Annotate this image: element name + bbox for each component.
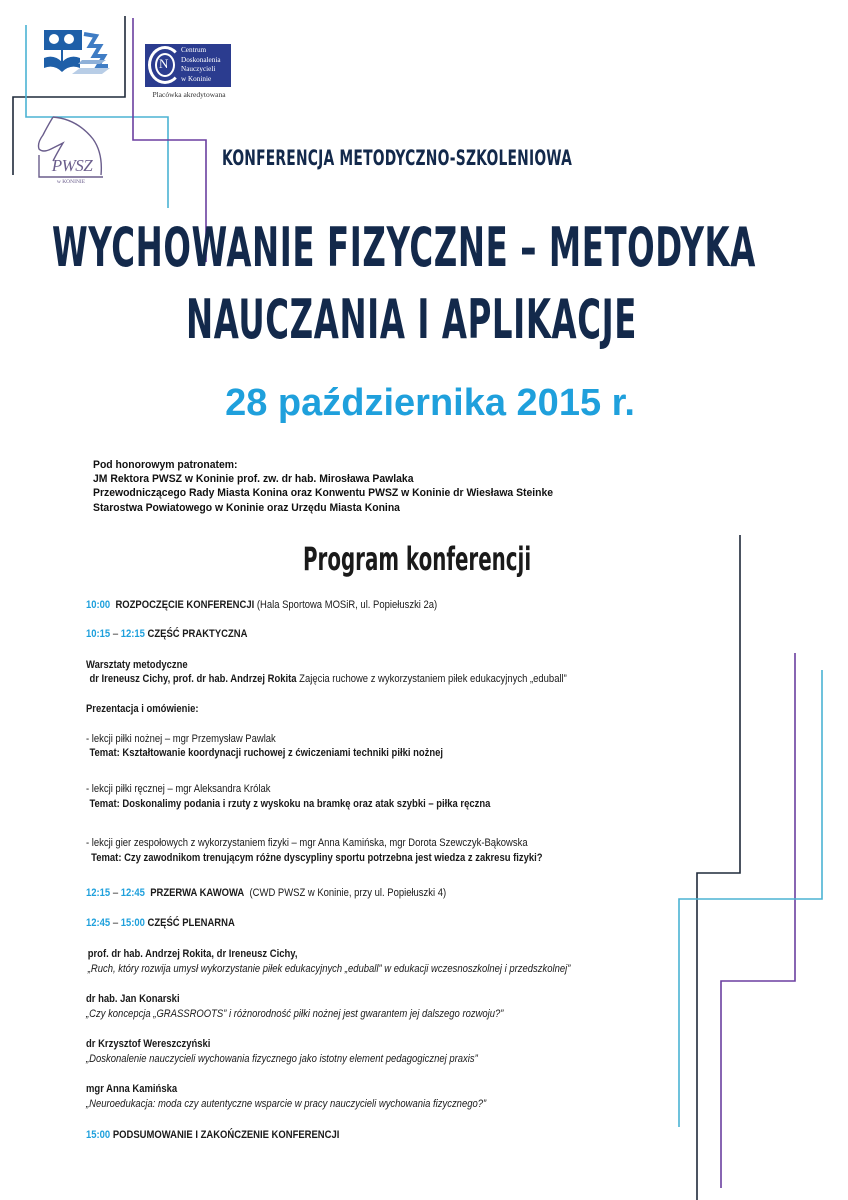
lecture-speaker: dr hab. Jan Konarski (86, 993, 180, 1005)
item-place: (Hala Sportowa MOSiR, ul. Popiełuszki 2a) (256, 599, 438, 611)
patronage-line: Przewodniczącego Rady Miasta Konina oraz Konwentu PWSZ w Koninie dr Wiesława Steinke (93, 487, 554, 500)
item-title: PODSUMOWANIE I ZAKOŃCZENIE KONFERENCJI (112, 1129, 340, 1141)
cdn-logo-text: Centrum Doskonalenia Nauczycieli w Koninie (181, 46, 221, 83)
time-end: 12:15 (120, 628, 145, 640)
item-title: CZĘŚĆ PRAKTYCZNA (147, 628, 248, 640)
patronage-line: JM Rektora PWSZ w Koninie prof. zw. dr hab. Mirosława Pawlaka (93, 473, 414, 486)
lecture-title: „Czy koncepcja „GRASSROOTS” i różnorodność piłki nożnej jest gwarantem jej dalszego rozwoju?” (86, 1008, 504, 1020)
patronage-heading: Pod honorowym patronatem: (93, 459, 238, 471)
workshops-heading: Warsztaty metodyczne (86, 659, 188, 671)
time: 15:00 (86, 1129, 111, 1141)
open-book-icon (42, 28, 114, 82)
presentation-topic: Temat: Doskonalimy podania i rzuty z wyskoku na bramkę oraz atak szybki – piłka ręczna (89, 798, 491, 810)
pwsz-logo (33, 113, 109, 191)
lecture-speaker: prof. dr hab. Andrzej Rokita, dr Ireneusz Cichy, (87, 948, 298, 960)
time-end: 15:00 (120, 917, 145, 929)
conference-type: KONFERENCJA METODYCZNO-SZKOLENIOWA (222, 146, 573, 170)
workshops-details (89, 672, 566, 686)
deco-line-dark-bottom (697, 535, 740, 1200)
lecture-title: „Neuroedukacja: moda czy autentyczne wsparcie w pracy nauczycieli wychowania fizycznego?” (86, 1098, 487, 1110)
cdn-logo-caption: Placówka akredytowana (152, 90, 226, 99)
presentation-line: - lekcji gier zespołowych z wykorzystaniem fizyki – mgr Anna Kamińska, mgr Dorota Szewczyk-Bąkowska (86, 837, 528, 849)
item-title: CZĘŚĆ PLENARNA (147, 917, 235, 929)
presentation-topic: Temat: Kształtowanie koordynacji ruchowej z ćwiczeniami techniki piłki nożnej (89, 747, 444, 759)
schedule-item-practical: 10:15 – 12:15 CZĘŚĆ PRAKTYCZNA (86, 628, 248, 640)
schedule-item-opening (86, 598, 437, 612)
time-start: 12:45 (86, 917, 111, 929)
workshops-leaders: dr Ireneusz Cichy, prof. dr hab. Andrzej Rokita (89, 673, 297, 685)
presentation-line: - lekcji piłki ręcznej – mgr Aleksandra Królak (86, 783, 271, 795)
patronage-block (93, 458, 553, 515)
deco-line-cyan-bottom (679, 670, 822, 1127)
item-title: ROZPOCZĘCIE KONFERENCJI (115, 599, 255, 611)
presentation-topic: Temat: Czy zawodnikom trenującym różne dyscypliny sportu potrzebna jest wiedza z zakresu fizyki? (91, 852, 543, 864)
time-start: 12:15 (86, 887, 111, 899)
lecture-speaker: dr Krzysztof Wereszczyński (86, 1038, 211, 1050)
book-logo (42, 28, 114, 82)
item-place: (CWD PWSZ w Koninie, przy ul. Popiełuszki 4) (249, 887, 447, 899)
time: 10:00 (86, 599, 111, 611)
schedule-item-break: 12:15 – 12:45 PRZERWA KAWOWA (CWD PWSZ w Koninie, przy ul. Popiełuszki 4) (86, 887, 447, 899)
program-heading: Program konferencji (303, 540, 532, 578)
page-title-line-2: NAUCZANIA I APLIKACJE (186, 288, 637, 351)
time-start: 10:15 (86, 628, 111, 640)
lecture-title: „Doskonalenie nauczycieli wychowania fizycznego jako istotny element pedagogicznej praxis” (86, 1053, 478, 1065)
presentation-line: - lekcji piłki nożnej – mgr Przemysław Pawlak (86, 733, 276, 745)
presentation-heading: Prezentacja i omówienie: (86, 703, 199, 715)
pwsz-logo-text: PWSZ (51, 156, 93, 175)
cdn-logo-box (145, 44, 231, 87)
lecture-title: „Ruch, który rozwija umysł wykorzystanie piłek edukacyjnych „eduball” w edukacji wczesnoszkolnej i przedszkolnej” (87, 963, 571, 975)
pwsz-logo-location: w KONINIE (56, 179, 86, 185)
conference-date: 28 października 2015 r. (225, 382, 635, 424)
schedule-item-closing (86, 1128, 339, 1142)
page-title-line-1: WYCHOWANIE FIZYCZNE – METODYKA (52, 216, 756, 279)
schedule-item-plenary: 12:45 – 15:00 CZĘŚĆ PLENARNA (86, 917, 235, 929)
patronage-line: Starostwa Powiatowego w Koninie oraz Urzędu Miasta Konina (93, 501, 400, 514)
deco-line-purple-bottom (721, 653, 795, 1188)
cdn-logo-letter: N (159, 56, 169, 71)
cdn-logo (145, 44, 233, 102)
workshops-description: Zajęcia ruchowe z wykorzystaniem piłek edukacyjnych „eduball” (299, 673, 567, 685)
item-title: PRZERWA KAWOWA (150, 887, 245, 899)
time-end: 12:45 (120, 887, 145, 899)
lecture-speaker: mgr Anna Kamińska (86, 1083, 178, 1095)
